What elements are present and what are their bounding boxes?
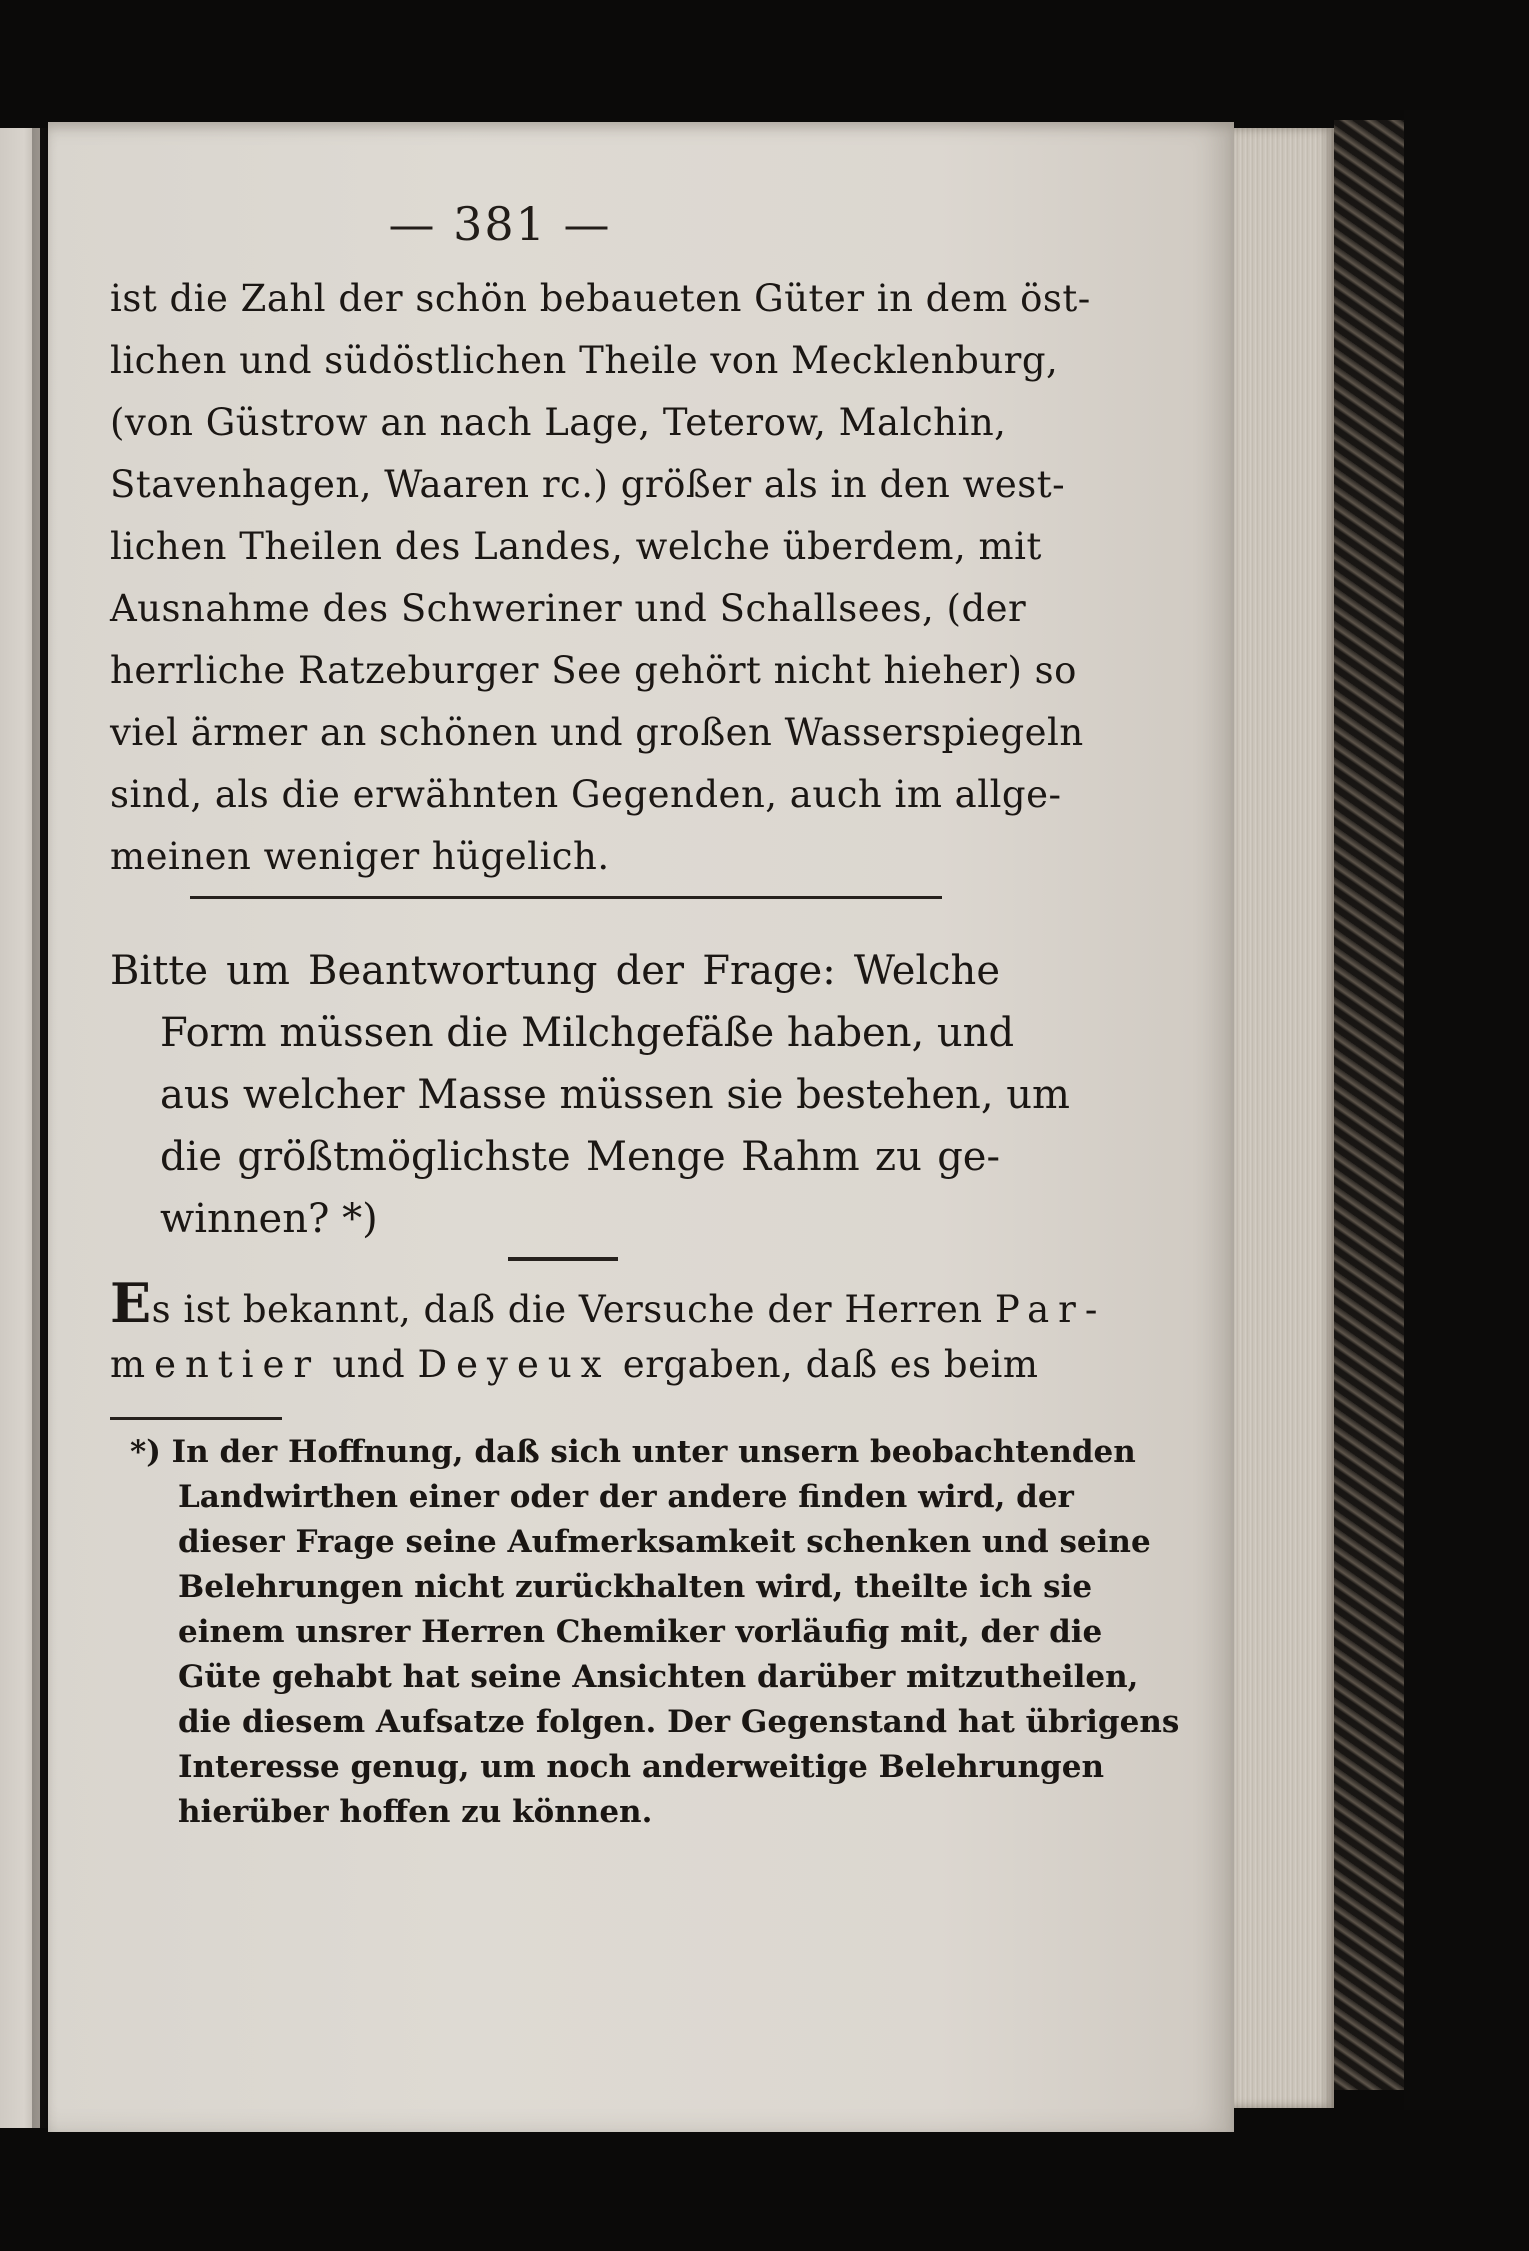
- footnote-line: Landwirthen einer oder der andere finden wird, der: [178, 1479, 1074, 1515]
- paragraph-2: [110, 1271, 1107, 1396]
- heading-divider: [508, 1257, 618, 1261]
- footnote-line: die diesem Aufsatze folgen. Der Gegenstand hat übrigens: [178, 1704, 1180, 1740]
- page-stack-edge: [1234, 128, 1334, 2108]
- footnote-line: *) In der Hoffnung, daß sich unter unsern beobachtenden: [130, 1434, 1136, 1470]
- heading-line: Form müssen die Milchgefäße haben, und: [160, 1010, 1015, 1056]
- paragraph-1: [110, 268, 1091, 888]
- text-segment: ergaben, daß es beim: [610, 1343, 1039, 1386]
- text-line: ist die Zahl der schön bebaueten Güter in dem öst-: [110, 277, 1091, 320]
- name-deyeux: Deyeux: [417, 1343, 611, 1386]
- text-line: lichen Theilen des Landes, welche überdem, mit: [110, 525, 1042, 568]
- text-segment: s ist bekannt, daß die Versuche der Herren: [151, 1288, 995, 1331]
- heading-line: Bitte um Beantwortung der Frage: Welche: [110, 948, 1000, 994]
- text-line: lichen und südöstlichen Theile von Mecklenburg,: [110, 339, 1059, 382]
- footnote-line: einem unsrer Herren Chemiker vorläufig mit, der die: [178, 1614, 1103, 1650]
- text-line: (von Güstrow an nach Lage, Teterow, Malchin,: [110, 401, 1007, 444]
- marbled-cover: [1334, 120, 1408, 2090]
- text-line: [110, 1271, 1107, 1335]
- name-parmentier-part: Par-: [994, 1288, 1107, 1331]
- section-heading: [110, 940, 1070, 1250]
- section-divider: [190, 896, 942, 899]
- text-line: Ausnahme des Schweriner und Schallsees, (der: [110, 587, 1027, 630]
- text-line: [110, 1334, 1039, 1396]
- footnote-line: hierüber hoffen zu können.: [178, 1794, 653, 1830]
- footnote: [130, 1430, 1180, 1835]
- heading-line: winnen? *): [160, 1196, 378, 1242]
- footnote-line: dieser Frage seine Aufmerksamkeit schenken und seine: [178, 1524, 1151, 1560]
- footnote-line: Interesse genug, um noch anderweitige Belehrungen: [178, 1749, 1104, 1785]
- text-line: sind, als die erwähnten Gegenden, auch im allge-: [110, 773, 1062, 816]
- footnote-line: Belehrungen nicht zurückhalten wird, theilte ich sie: [178, 1569, 1093, 1605]
- heading-line: aus welcher Masse müssen sie bestehen, um: [160, 1072, 1070, 1118]
- text-line: Stavenhagen, Waaren rc.) größer als in den west-: [110, 463, 1066, 506]
- background-dark: [1404, 110, 1529, 2110]
- page-number: — 381 —: [388, 197, 612, 251]
- text-line: meinen weniger hügelich.: [110, 835, 610, 878]
- heading-line: die größtmöglichste Menge Rahm zu ge-: [160, 1134, 1000, 1180]
- footnote-line: Güte gehabt hat seine Ansichten darüber mitzutheilen,: [178, 1659, 1139, 1695]
- text-line: viel ärmer an schönen und großen Wasserspiegeln: [110, 711, 1084, 754]
- name-parmentier-rest: mentier: [110, 1343, 321, 1386]
- drop-cap: E: [110, 1271, 152, 1335]
- text-segment: und: [320, 1343, 418, 1386]
- footnote-divider: [110, 1417, 282, 1420]
- text-line: herrliche Ratzeburger See gehört nicht hieher) so: [110, 649, 1077, 692]
